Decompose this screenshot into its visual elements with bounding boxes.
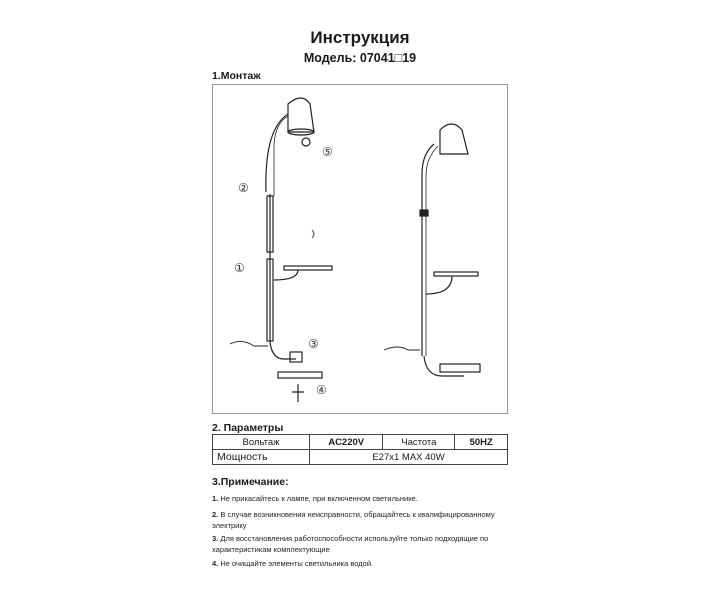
note-text: В случае возникновения неисправности, обращайтесь к квалифицированному электрику: [212, 510, 495, 530]
note-text: Для восстановления работоспособности используйте только подходящие по характеристикам комплектующие: [212, 534, 489, 554]
model-label: Модель:: [303, 51, 357, 65]
exploded-lamp-illustration: [230, 98, 332, 402]
note-item: [212, 558, 512, 569]
note-text: Не прикасайтесь к лампе, при включенном светильнике.: [220, 494, 418, 503]
step-label-4: ④: [316, 383, 327, 397]
note-text: Не очищайте элементы светильника водой.: [220, 559, 374, 568]
step-label-2: ②: [238, 181, 249, 195]
voltage-label: Вольтаж: [213, 435, 310, 450]
assembly-diagram: [212, 84, 508, 414]
note-number: 1.: [212, 494, 219, 503]
model-value: 07041□19: [359, 51, 417, 65]
power-label: Мощность: [213, 450, 310, 465]
note-item: [212, 533, 512, 555]
page-title: Инструкция: [310, 28, 410, 47]
note-item: [212, 509, 512, 531]
frequency-value: 50HZ: [455, 435, 508, 450]
note-number: 3.: [212, 534, 219, 543]
params-table: [212, 434, 508, 465]
note-number: 4.: [212, 559, 219, 568]
section-notes-title: 3.Примечание:: [212, 476, 289, 488]
table-row: [213, 435, 508, 450]
assembled-lamp-illustration: [384, 124, 480, 376]
section-assembly-title: 1.Монтаж: [212, 70, 261, 82]
note-item: [212, 493, 512, 504]
note-number: 2.: [212, 510, 219, 519]
voltage-value: AC220V: [310, 435, 383, 450]
model-line: [0, 51, 720, 65]
step-label-5: ⑤: [322, 145, 333, 159]
power-value: E27x1 MAX 40W: [310, 450, 508, 465]
frequency-label: Частота: [383, 435, 455, 450]
section-params-title: 2. Параметры: [212, 422, 284, 434]
step-label-3: ③: [308, 337, 319, 351]
step-label-1: ①: [234, 261, 245, 275]
table-row: [213, 450, 508, 465]
